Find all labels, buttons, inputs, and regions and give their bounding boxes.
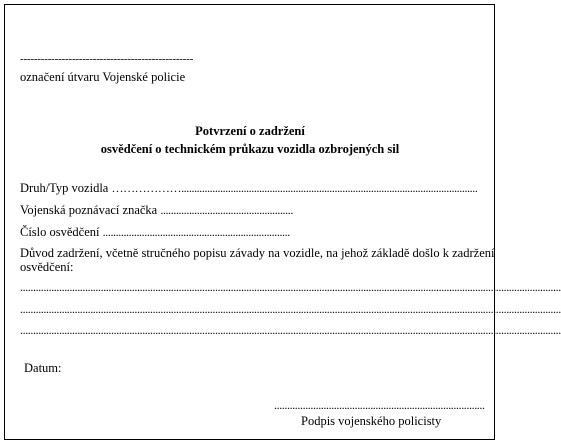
field-plate [20, 203, 293, 217]
plate-fill-line: ................................................... [160, 203, 293, 217]
reason-fill-line-2: ................................................................................................................................................................................................................ [20, 302, 561, 316]
plate-label: Vojenská poznávací značka [20, 203, 158, 217]
date-label: Datum: [24, 361, 62, 375]
unit-label: označení útvaru Vojenské policie [20, 70, 186, 84]
form-title-line2: osvědčení o technickém průkazu vozidla ozbrojených sil [100, 142, 400, 156]
reason-label-line2: osvědčení: [20, 260, 74, 274]
vehicle-type-label: Druh/Typ vozidla [20, 181, 109, 195]
reason-label-line1: Důvod zadržení, včetně stručného popisu závady na vozidle, na jehož základě došlo k zadržení [20, 246, 495, 260]
certificate-number-fill-line: ........................................................................ [102, 225, 290, 239]
certificate-number-label: Číslo osvědčení [20, 225, 100, 239]
signature-label: Podpis vojenského policisty [301, 414, 442, 428]
field-vehicle-type [20, 181, 478, 195]
vehicle-type-fill-line: ……………….................................................................................................................. [111, 181, 478, 195]
unit-signature-line: -------------------------------------------------- [20, 53, 194, 65]
field-certificate-number [20, 225, 290, 239]
signature-line: ................................................................................. [274, 398, 485, 412]
form-title-line1: Potvrzení o zadržení [195, 124, 305, 138]
reason-fill-line-1: ................................................................................................................................................................................................................ [20, 280, 561, 294]
reason-fill-line-3: ................................................................................................................................................................................................................ [20, 323, 561, 337]
